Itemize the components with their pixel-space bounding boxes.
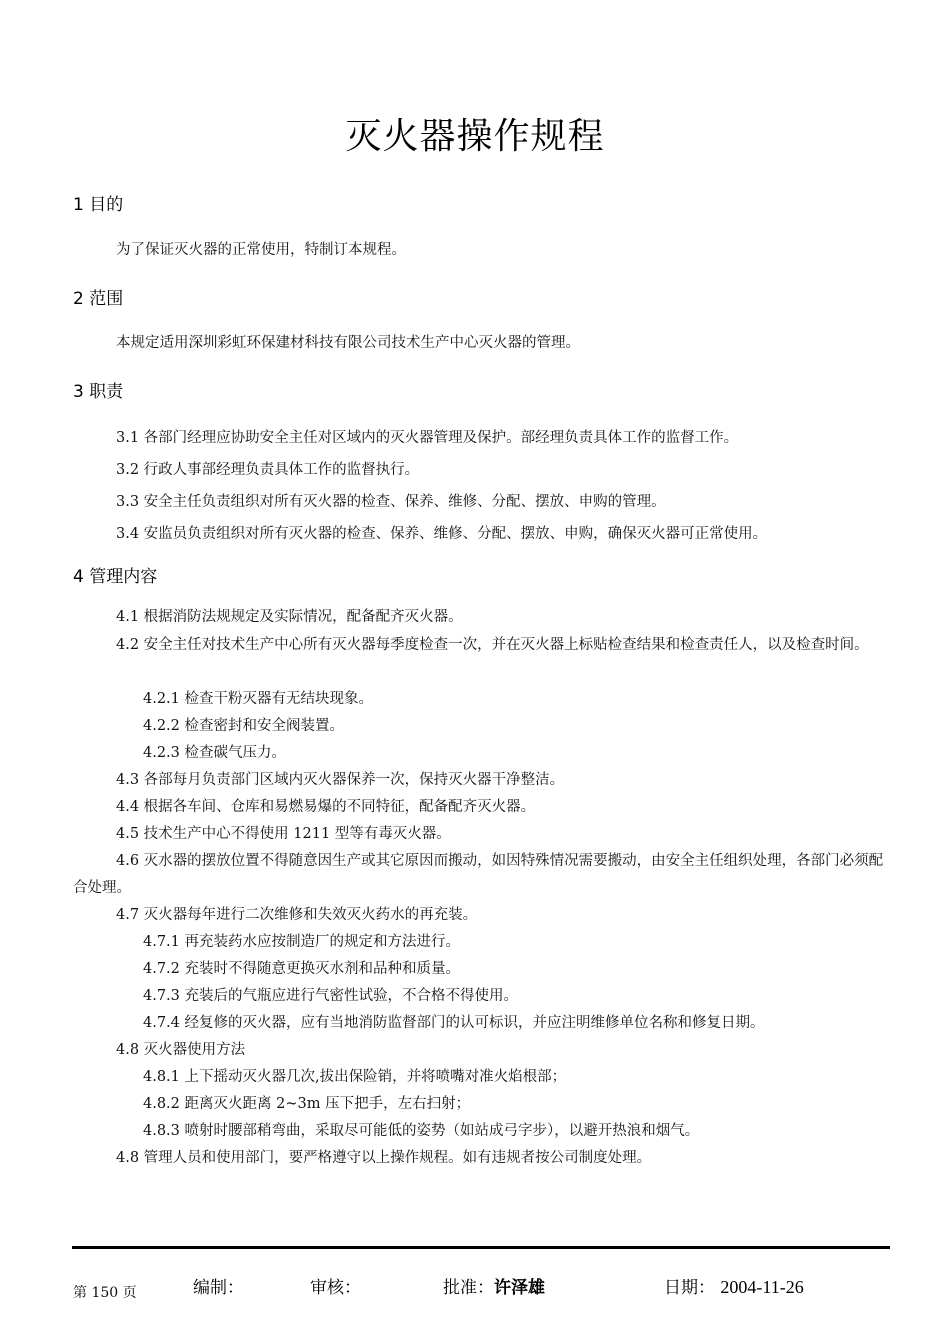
approve-label	[443, 1273, 545, 1298]
page-title: 灭火器操作规程	[345, 116, 605, 157]
section-heading-duties: 3 职责	[73, 382, 124, 402]
management-subitem: 4.7.4 经复修的灭火器，应有当地消防监督部门的认可标识，并应注明维修单位名称和修复日期。	[143, 1015, 765, 1031]
section-heading-management: 4 管理内容	[73, 567, 158, 587]
duty-item: 3.1 各部门经理应协助安全主任对区域内的灭火器管理及保护。部经理负责具体工作的监督工作。	[116, 430, 739, 446]
approver-name: 许泽雄	[494, 1278, 545, 1298]
management-subitem: 4.2.3 检查碳气压力。	[143, 745, 287, 761]
management-item: 4.1 根据消防法规规定及实际情况，配备配齐灭火器。	[116, 609, 463, 625]
section-heading-scope: 2 范围	[73, 289, 124, 309]
management-item: 4.7 灭火器每年进行二次维修和失效灭火药水的再充装。	[116, 907, 478, 923]
review-label: 审核：	[310, 1278, 361, 1298]
management-subitem: 4.7.3 充装后的气瓶应进行气密性试验，不合格不得使用。	[143, 988, 519, 1004]
management-subitem: 4.8.2 距离灭火距离 2~3m 压下把手，左右扫射；	[143, 1096, 471, 1112]
approve-label-text: 批准：	[443, 1278, 494, 1298]
section-heading-purpose: 1 目的	[73, 195, 124, 215]
section-body-scope: 本规定适用深圳彩虹环保建材科技有限公司技术生产中心灭火器的管理。	[116, 335, 580, 351]
duty-item: 3.2 行政人事部经理负责具体工作的监督执行。	[116, 462, 420, 478]
management-subitem: 4.2.2 检查密封和安全阀装置。	[143, 718, 345, 734]
management-item: 4.6 灭水器的摆放位置不得随意因生产或其它原因而搬动，如因特殊情况需要搬动，由安全主任组织处理，各部门必须配合处理。	[73, 853, 884, 896]
section-body-purpose: 为了保证灭火器的正常使用，特制订本规程。	[116, 242, 406, 258]
management-subitem: 4.8.1 上下摇动灭火器几次,拔出保险销，并将喷嘴对准火焰根部；	[143, 1069, 567, 1085]
duty-item: 3.3 安全主任负责组织对所有灭火器的检查、保养、维修、分配、摆放、申购的管理。	[116, 494, 666, 510]
management-item: 4.8 灭火器使用方法	[116, 1042, 246, 1058]
compiled-label: 编制：	[193, 1278, 244, 1298]
duty-item: 3.4 安监员负责组织对所有灭火器的检查、保养、维修、分配、摆放、申购，确保灭火器可正常使用。	[116, 526, 768, 542]
management-item: 4.8 管理人员和使用部门，要严格遵守以上操作规程。如有违规者按公司制度处理。	[116, 1150, 652, 1166]
management-item: 4.4 根据各车间、仓库和易燃易爆的不同特征，配备配齐灭火器。	[116, 799, 536, 815]
management-item: 4.3 各部每月负责部门区域内灭火器保养一次，保持灭火器干净整洁。	[116, 772, 565, 788]
date-field	[664, 1273, 804, 1298]
management-subitem: 4.7.2 充装时不得随意更换灭水剂和品种和质量。	[143, 961, 461, 977]
management-subitem: 4.8.3 喷射时腰部稍弯曲，采取尽可能低的姿势（如站成弓字步），以避开热浪和烟气。	[143, 1123, 700, 1139]
management-item: 4.5 技术生产中心不得使用 1211 型等有毒灭火器。	[116, 826, 451, 842]
management-subitem: 4.2.1 检查干粉灭器有无结块现象。	[143, 691, 374, 707]
page-number: 第 150 页	[73, 1285, 137, 1301]
management-item: 4.2 安全主任对技术生产中心所有灭火器每季度检查一次，并在灭火器上标贴检查结果和检查责任人，以及检查时间。	[116, 637, 869, 653]
management-subitem: 4.7.1 再充装药水应按制造厂的规定和方法进行。	[143, 934, 461, 950]
footer-divider	[72, 1246, 890, 1249]
date-label: 日期：	[664, 1278, 715, 1298]
date-value: 2004-11-26	[720, 1277, 804, 1297]
